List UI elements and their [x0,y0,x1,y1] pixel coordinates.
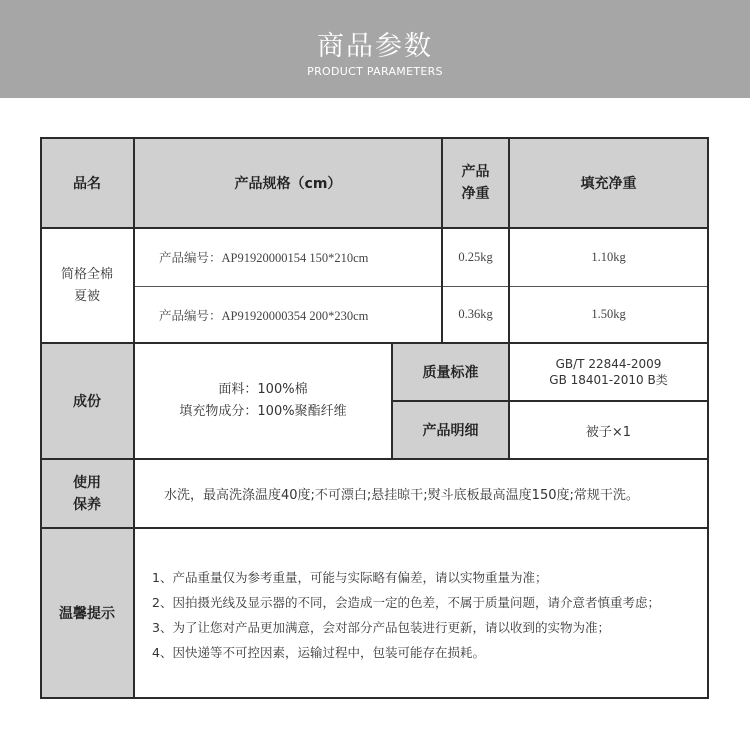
header-net-weight-line1: 产品 [461,164,490,180]
quality-value-cell [509,343,708,401]
care-label-cell [40,459,134,528]
table-row [134,286,442,343]
grid-line [40,697,709,699]
detail-value: 被子×1 [585,424,632,440]
fill-weight-value: 1.50kg [591,307,626,321]
header-name-label: 品名 [73,176,101,192]
header-spec-label: 产品规格（cm） [234,176,342,192]
header-banner [0,0,750,98]
tips-label-cell [40,528,134,698]
grid-line [707,137,709,699]
quality-label: 质量标准 [422,365,479,381]
grid-line [40,527,709,529]
product-name-line2: 夏被 [73,288,100,304]
net-weight-cell [442,228,509,286]
grid-line [40,458,709,460]
detail-label-cell [392,401,509,459]
header-net-weight-cell [442,138,509,228]
composition-label: 成份 [73,394,101,410]
detail-label: 产品明细 [422,423,479,439]
net-weight-value: 0.36kg [458,307,493,321]
header-fill-weight-cell [509,138,708,228]
tip-item: 4、因快递等不可控因素，运输过程中，包装可能存在损耗。 [152,645,485,660]
care-label-line2: 保养 [73,496,101,513]
grid-line [508,137,510,459]
fill-weight-value: 1.10kg [591,249,626,264]
header-net-weight-line2: 净重 [461,186,490,202]
grid-line [40,227,709,229]
care-value-cell [134,459,708,528]
net-weight-cell [442,286,509,343]
fill-weight-cell [509,286,708,343]
page-subtitle: PRODUCT PARAMETERS [307,65,443,78]
grid-line [40,137,709,139]
quality-label-cell [392,343,509,401]
grid-line [392,400,709,402]
product-name-cell [40,228,134,343]
tip-item: 3、为了让您对产品更加满意，会对部分产品包装进行更新，请以收到的实物为准； [152,620,610,635]
spec-value: 产品编号：AP91920000154 150*210cm [159,251,369,265]
grid-line [133,137,135,699]
composition-value-cell [134,343,392,459]
quality-standard-2: GB 18401-2010 B类 [549,373,668,387]
header-fill-weight-label: 填充净重 [580,176,637,192]
care-label-line1: 使用 [73,474,101,491]
fill-weight-cell [509,228,708,286]
detail-value-cell [509,401,708,459]
spec-value: 产品编号：AP91920000354 200*230cm [159,308,369,323]
net-weight-value: 0.25kg [458,249,493,264]
quality-standard-1: GB/T 22844-2009 [555,357,662,371]
product-name-line1: 简格全棉 [60,266,113,282]
tips-label: 温馨提示 [59,606,115,622]
table-row [134,228,442,286]
composition-filling: 填充物成分：100%聚酯纤维 [179,404,347,419]
tip-item: 2、因拍摄光线及显示器的不同，会造成一定的色差，不属于质量问题，请介意者慎重考虑； [152,595,660,610]
tips-value-cell [134,528,708,698]
grid-line [441,137,443,343]
page-title: 商品参数 [317,31,433,62]
care-instructions: 水洗，最高洗涤温度40度;不可漂白;悬挂晾干;熨斗底板最高温度150度;常规干洗。 [164,488,639,503]
composition-label-cell [40,343,134,459]
grid-line [391,342,393,459]
grid-line [40,342,709,344]
header-name-cell [40,138,134,228]
grid-line [40,137,42,699]
header-spec-cell [134,138,442,228]
grid-line [134,286,709,287]
composition-fabric: 面料：100%棉 [218,382,308,397]
tip-item: 1、产品重量仅为参考重量，可能与实际略有偏差，请以实物重量为准； [152,570,548,585]
